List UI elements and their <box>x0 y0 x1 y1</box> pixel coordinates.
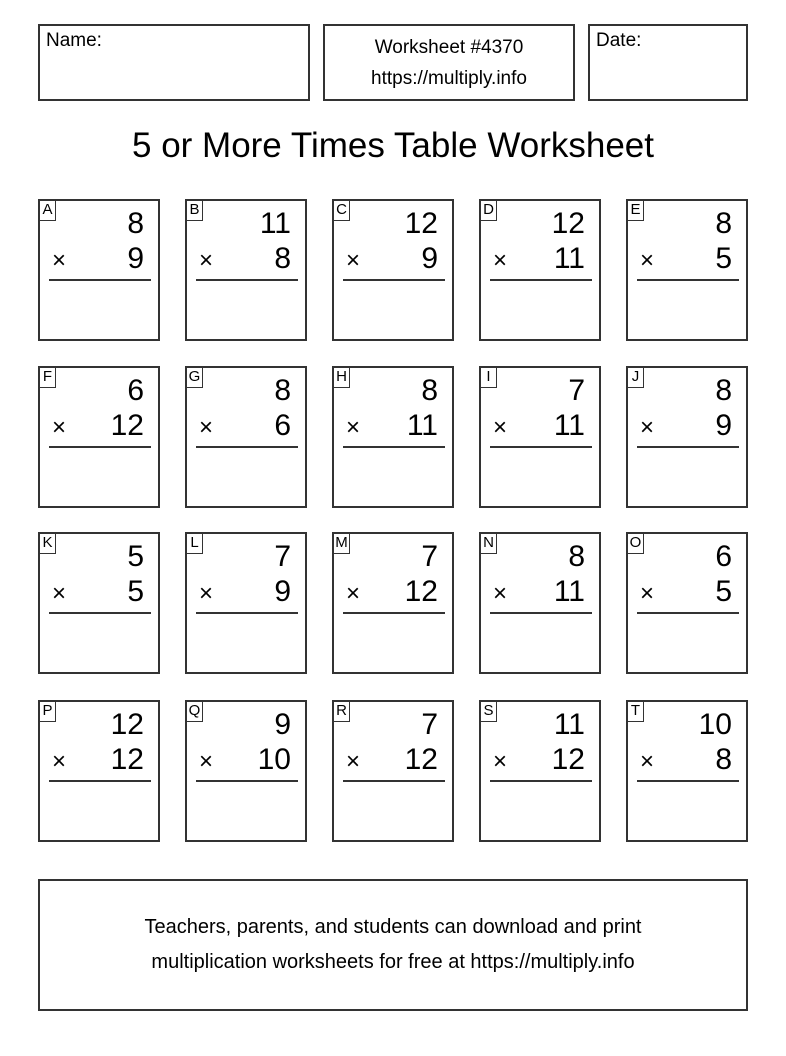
problem-bottom-number: 9 <box>127 242 144 275</box>
answer-line <box>343 612 445 614</box>
problem-bottom-number: 12 <box>110 743 144 776</box>
problem-letter: F <box>39 367 56 388</box>
footer-line-1: Teachers, parents, and students can download and print <box>144 916 642 938</box>
times-sign: × <box>640 247 655 274</box>
answer-line <box>49 612 151 614</box>
problem-card[interactable] <box>38 700 160 842</box>
problem-top-number: 11 <box>553 708 585 741</box>
answer-line <box>637 446 739 448</box>
times-sign: × <box>640 748 655 775</box>
date-label: Date: <box>596 30 642 51</box>
problem-card[interactable] <box>332 199 454 341</box>
problem-bottom-number: 11 <box>553 242 585 275</box>
problem-top-number: 8 <box>127 207 144 240</box>
problem-letter: J <box>627 367 644 388</box>
problem-letter: B <box>186 200 203 221</box>
times-sign: × <box>640 414 655 441</box>
problem-bottom-number: 12 <box>404 575 438 608</box>
problem-letter: L <box>186 533 203 554</box>
problem-letter: T <box>627 701 644 722</box>
problem-top-number: 11 <box>259 207 291 240</box>
problem-card[interactable] <box>185 199 307 341</box>
answer-line <box>196 612 298 614</box>
worksheet-info-box <box>323 24 575 101</box>
times-sign: × <box>52 748 67 775</box>
problem-letter: A <box>39 200 56 221</box>
times-sign: × <box>52 247 67 274</box>
answer-line <box>196 279 298 281</box>
problem-card[interactable] <box>626 700 748 842</box>
problem-card[interactable] <box>185 700 307 842</box>
times-sign: × <box>199 580 214 607</box>
problem-bottom-number: 9 <box>421 242 438 275</box>
problem-letter: M <box>333 533 350 554</box>
page-title: 5 or More Times Table Worksheet <box>132 126 654 165</box>
problem-card[interactable] <box>626 199 748 341</box>
times-sign: × <box>493 247 508 274</box>
problem-card[interactable] <box>332 366 454 508</box>
problem-letter: C <box>333 200 350 221</box>
problem-card[interactable] <box>38 366 160 508</box>
problem-card[interactable] <box>626 532 748 674</box>
name-label: Name: <box>46 30 102 51</box>
problem-card[interactable] <box>185 366 307 508</box>
problem-top-number: 12 <box>551 207 585 240</box>
problem-letter: E <box>627 200 644 221</box>
worksheet-url: https://multiply.info <box>371 68 527 89</box>
times-sign: × <box>640 580 655 607</box>
problem-letter: P <box>39 701 56 722</box>
times-sign: × <box>346 414 361 441</box>
times-sign: × <box>346 748 361 775</box>
problem-letter: O <box>627 533 644 554</box>
problem-top-number: 10 <box>698 708 732 741</box>
times-sign: × <box>493 580 508 607</box>
problem-bottom-number: 11 <box>553 575 585 608</box>
problem-card[interactable] <box>332 700 454 842</box>
footer-box <box>38 879 748 1011</box>
problem-top-number: 6 <box>127 374 144 407</box>
problem-top-number: 5 <box>127 540 144 573</box>
problem-letter: R <box>333 701 350 722</box>
problem-card[interactable] <box>479 199 601 341</box>
problem-bottom-number: 12 <box>404 743 438 776</box>
worksheet-number: Worksheet #4370 <box>374 37 524 58</box>
problem-top-number: 7 <box>274 540 291 573</box>
date-box[interactable] <box>588 24 748 101</box>
problem-card[interactable] <box>479 366 601 508</box>
problem-card[interactable] <box>479 532 601 674</box>
times-sign: × <box>493 748 508 775</box>
problem-top-number: 12 <box>404 207 438 240</box>
footer-line-2: multiplication worksheets for free at https://multiply.info <box>151 951 635 973</box>
answer-line <box>196 780 298 782</box>
problem-bottom-number: 9 <box>274 575 291 608</box>
answer-line <box>637 612 739 614</box>
problem-letter: N <box>480 533 497 554</box>
problem-letter: K <box>39 533 56 554</box>
answer-line <box>637 780 739 782</box>
problem-card[interactable] <box>185 532 307 674</box>
problem-card[interactable] <box>626 366 748 508</box>
answer-line <box>343 446 445 448</box>
problem-letter: G <box>186 367 203 388</box>
problem-top-number: 7 <box>568 374 585 407</box>
problem-bottom-number: 12 <box>110 409 144 442</box>
problem-card[interactable] <box>332 532 454 674</box>
problem-top-number: 12 <box>110 708 144 741</box>
answer-line <box>490 612 592 614</box>
name-box[interactable] <box>38 24 310 101</box>
problem-card[interactable] <box>38 532 160 674</box>
problem-letter: I <box>480 367 497 388</box>
problem-top-number: 8 <box>715 207 732 240</box>
problem-bottom-number: 12 <box>551 743 585 776</box>
problem-letter: D <box>480 200 497 221</box>
answer-line <box>343 279 445 281</box>
times-sign: × <box>199 748 214 775</box>
answer-line <box>49 446 151 448</box>
problem-top-number: 8 <box>421 374 438 407</box>
times-sign: × <box>199 247 214 274</box>
answer-line <box>490 780 592 782</box>
problem-top-number: 7 <box>421 540 438 573</box>
problem-bottom-number: 11 <box>553 409 585 442</box>
problem-top-number: 8 <box>715 374 732 407</box>
answer-line <box>49 279 151 281</box>
problem-card[interactable] <box>479 700 601 842</box>
answer-line <box>343 780 445 782</box>
problem-bottom-number: 10 <box>257 743 291 776</box>
problem-top-number: 7 <box>421 708 438 741</box>
times-sign: × <box>199 414 214 441</box>
problem-bottom-number: 8 <box>715 743 732 776</box>
problem-letter: Q <box>186 701 203 722</box>
problem-bottom-number: 5 <box>127 575 144 608</box>
problem-bottom-number: 8 <box>274 242 291 275</box>
answer-line <box>196 446 298 448</box>
problem-letter: H <box>333 367 350 388</box>
times-sign: × <box>346 580 361 607</box>
problem-bottom-number: 5 <box>715 575 732 608</box>
answer-line <box>49 780 151 782</box>
problem-top-number: 8 <box>274 374 291 407</box>
problem-bottom-number: 5 <box>715 242 732 275</box>
problem-top-number: 8 <box>568 540 585 573</box>
problem-top-number: 6 <box>715 540 732 573</box>
answer-line <box>490 446 592 448</box>
answer-line <box>637 279 739 281</box>
problem-top-number: 9 <box>274 708 291 741</box>
times-sign: × <box>493 414 508 441</box>
times-sign: × <box>52 414 67 441</box>
problem-bottom-number: 11 <box>406 409 438 442</box>
answer-line <box>490 279 592 281</box>
problem-bottom-number: 6 <box>274 409 291 442</box>
problem-card[interactable] <box>38 199 160 341</box>
problem-bottom-number: 9 <box>715 409 732 442</box>
times-sign: × <box>346 247 361 274</box>
times-sign: × <box>52 580 67 607</box>
problem-letter: S <box>480 701 497 722</box>
